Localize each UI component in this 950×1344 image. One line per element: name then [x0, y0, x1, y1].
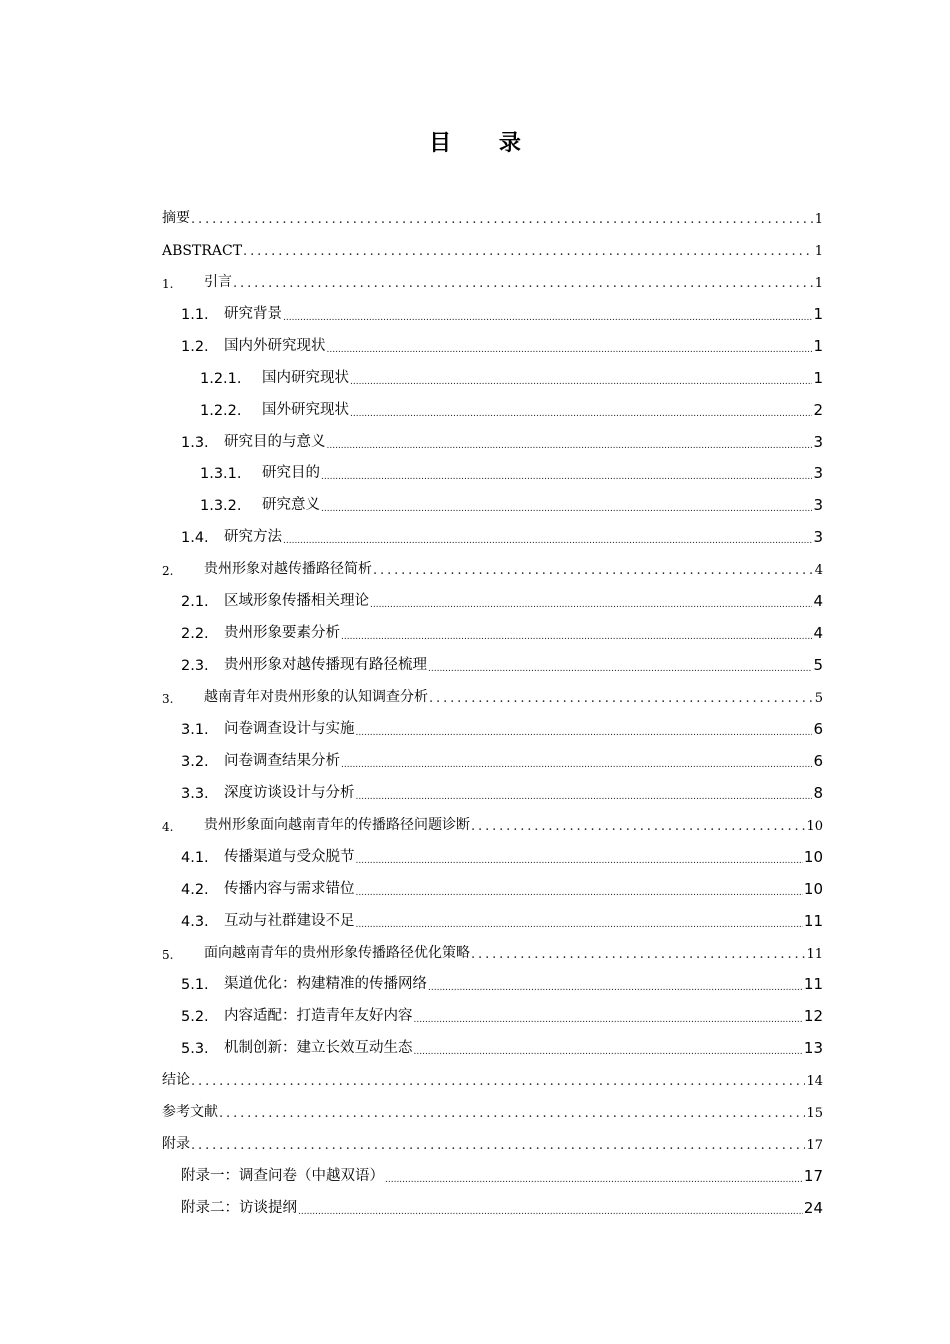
toc-entry-number: 1.1.	[181, 306, 209, 323]
toc-dot-leader	[191, 1138, 805, 1153]
toc-entry-title: 区域形象传播相关理论	[224, 593, 369, 610]
toc-entry-title: 传播渠道与受众脱节	[224, 848, 355, 865]
toc-entry-number: 4.3.	[181, 913, 209, 930]
toc-entry-number: 3.3.	[181, 785, 209, 802]
toc-entry-title: 互动与社群建设不足	[224, 912, 355, 929]
toc-entry[interactable]	[162, 489, 823, 521]
toc-dot-leader	[414, 1047, 803, 1057]
toc-dot-leader	[373, 563, 814, 578]
toc-entry[interactable]	[162, 521, 823, 553]
toc-entry-page: 10	[806, 818, 823, 834]
toc-entry-page: 2	[813, 400, 823, 419]
toc-entry-page: 1	[814, 243, 823, 259]
toc-dot-leader	[298, 1207, 803, 1217]
toc-dot-leader	[356, 728, 813, 738]
toc-entry-title: 深度访谈设计与分析	[224, 784, 355, 801]
toc-entry-page: 3	[813, 432, 823, 451]
toc-entry-title: 问卷调查结果分析	[224, 752, 340, 769]
toc-entry[interactable]	[162, 969, 823, 1001]
toc-entry-title: 国内研究现状	[262, 369, 349, 386]
toc-dot-leader	[283, 313, 812, 323]
toc-dot-leader	[356, 888, 803, 898]
toc-entry-title: 附录二：访谈提纲	[181, 1200, 297, 1216]
toc-entry-title: 渠道优化：构建精准的传播网络	[224, 976, 427, 993]
toc-dot-leader	[429, 691, 814, 706]
toc-entry-page: 10	[803, 847, 823, 866]
toc-entry-title: 结论	[162, 1072, 190, 1089]
toc-entry-number: 2.1.	[181, 594, 209, 611]
toc-entry-title: 贵州形象对越传播路径简析	[204, 561, 372, 578]
toc-entry-number: 1.2.2.	[200, 402, 242, 419]
toc-entry-number: 5.3.	[181, 1041, 209, 1058]
toc-entry-number: 2.	[162, 564, 174, 579]
toc-entry[interactable]	[162, 1192, 823, 1224]
toc-entry-title: 问卷调查设计与实施	[224, 720, 355, 737]
toc-entry-number: 1.3.1.	[200, 466, 242, 483]
toc-entry[interactable]	[162, 1064, 823, 1096]
toc-dot-leader	[356, 856, 803, 866]
toc-entry-number: 3.	[162, 692, 174, 706]
toc-dot-leader	[191, 212, 814, 227]
toc-entry-page: 1	[813, 304, 823, 323]
toc-entry-number: 1.2.1.	[200, 370, 242, 387]
toc-entry-title: 摘要	[162, 209, 190, 226]
toc-entry[interactable]	[162, 809, 823, 841]
toc-dot-leader	[321, 504, 812, 514]
toc-entry-number: 5.	[162, 947, 174, 962]
toc-entry-page: 14	[806, 1074, 823, 1090]
toc-entry-page: 3	[813, 464, 823, 483]
toc-entry[interactable]	[162, 394, 823, 426]
toc-entry[interactable]	[162, 937, 823, 969]
toc-entry-number: 4.1.	[181, 849, 209, 866]
toc-entry-title: 研究目的	[262, 465, 320, 482]
toc-entry-page: 17	[803, 1167, 823, 1186]
toc-entry[interactable]	[162, 649, 823, 681]
toc-dot-leader	[243, 244, 814, 259]
toc-entry[interactable]	[162, 362, 823, 394]
toc-dot-leader	[283, 536, 812, 546]
toc-entry-page: 1	[814, 211, 823, 227]
toc-entry-number: 3.2.	[181, 753, 209, 770]
toc-entry-number: 1.3.	[181, 434, 209, 451]
toc-entry[interactable]	[162, 745, 823, 777]
toc-entry-page: 1	[814, 275, 823, 291]
toc-entry-page: 10	[803, 879, 823, 898]
toc-dot-leader	[385, 1175, 803, 1185]
toc-entry-page: 11	[803, 975, 823, 994]
toc-entry[interactable]	[162, 873, 823, 905]
toc-entry[interactable]	[162, 777, 823, 809]
toc-entry-page: 8	[813, 783, 823, 802]
toc-entry[interactable]	[162, 458, 823, 490]
toc-entry-title: 附录	[162, 1136, 190, 1153]
toc-entry-page: 12	[803, 1007, 823, 1026]
toc-entry-page: 6	[813, 719, 823, 738]
toc-entry-page: 13	[803, 1039, 823, 1058]
toc-entry-number: 1.2.	[181, 338, 209, 355]
toc-entry[interactable]	[162, 1032, 823, 1064]
toc-entry[interactable]	[162, 617, 823, 649]
toc-dot-leader	[428, 664, 812, 674]
toc-entry-page: 6	[813, 751, 823, 770]
toc-title: 目 录	[429, 131, 541, 156]
toc-entry[interactable]	[162, 234, 823, 266]
toc-entry-page: 3	[813, 528, 823, 547]
toc-entry-title: 参考文献	[162, 1104, 218, 1121]
toc-dot-leader	[233, 276, 814, 291]
toc-entry-page: 1	[813, 368, 823, 387]
toc-dot-leader	[471, 947, 805, 962]
toc-entry[interactable]	[162, 298, 823, 330]
toc-entry-title: 传播内容与需求错位	[224, 880, 355, 897]
toc-entry[interactable]	[162, 553, 823, 585]
toc-dot-leader	[370, 600, 812, 610]
toc-dot-leader	[341, 760, 812, 770]
toc-entry[interactable]	[162, 1096, 823, 1128]
toc-entry-page: 11	[803, 911, 823, 930]
toc-entry-title: ABSTRACT	[162, 242, 243, 259]
toc-entry[interactable]	[162, 713, 823, 745]
toc-entry-title: 研究目的与意义	[224, 433, 326, 450]
toc-entry-title: 研究意义	[262, 497, 320, 514]
toc-entry[interactable]	[162, 681, 823, 713]
toc-entry-page: 4	[813, 592, 823, 611]
toc-entry-title: 国内外研究现状	[224, 337, 326, 354]
toc-entry[interactable]	[162, 585, 823, 617]
toc-dot-leader	[191, 1074, 805, 1089]
toc-entry[interactable]	[162, 266, 823, 298]
toc-entry-title: 贵州形象面向越南青年的传播路径问题诊断	[204, 816, 470, 833]
toc-dot-leader	[428, 983, 803, 993]
toc-entry-number: 5.1.	[181, 977, 209, 994]
toc-dot-leader	[341, 632, 812, 642]
toc-entry-number: 1.4.	[181, 530, 209, 547]
toc-entry-page: 17	[806, 1138, 823, 1154]
toc-entry-page: 24	[803, 1199, 823, 1217]
toc-entry[interactable]	[162, 1160, 823, 1192]
toc-dot-leader	[219, 1106, 805, 1121]
toc-entry-title: 附录一：调查问卷（中越双语）	[181, 1168, 384, 1185]
toc-entry-title: 面向越南青年的贵州形象传播路径优化策略	[204, 944, 470, 961]
toc-entry-title: 内容适配：打造青年友好内容	[224, 1008, 413, 1025]
toc-dot-leader	[471, 819, 805, 834]
toc-entry-number: 1.3.2.	[200, 498, 242, 515]
toc-entry-title: 国外研究现状	[262, 401, 349, 418]
toc-dot-leader	[356, 920, 803, 930]
toc-entry-number: 4.	[162, 819, 174, 834]
toc-entry-number: 2.2.	[181, 626, 209, 643]
toc-dot-leader	[327, 345, 813, 355]
toc-entry-number: 3.1.	[181, 721, 209, 738]
toc-entry-title: 引言	[204, 273, 232, 290]
toc-entry-page: 4	[814, 563, 823, 579]
toc-entry-page: 4	[813, 624, 823, 643]
toc-dot-leader	[350, 409, 812, 419]
toc-entry-title: 贵州形象对越传播现有路径梳理	[224, 657, 427, 674]
toc-entry-number: 4.2.	[181, 881, 209, 898]
toc-entry-title: 贵州形象要素分析	[224, 625, 340, 642]
toc-entry-page: 5	[813, 656, 823, 675]
toc-entry-title: 机制创新：建立长效互动生态	[224, 1040, 413, 1057]
toc-entry-number: 5.2.	[181, 1009, 209, 1026]
table-of-contents	[162, 202, 823, 1224]
toc-dot-leader	[327, 441, 813, 451]
toc-dot-leader	[356, 792, 813, 802]
toc-entry-number: 2.3.	[181, 658, 209, 675]
toc-entry[interactable]	[162, 1128, 823, 1160]
toc-entry[interactable]	[162, 1000, 823, 1032]
toc-entry-page: 5	[814, 691, 823, 706]
toc-entry-page: 11	[806, 946, 823, 962]
toc-entry-number: 1.	[162, 276, 174, 291]
toc-entry-title: 越南青年对贵州形象的认知调查分析	[204, 689, 428, 705]
toc-dot-leader	[414, 1015, 803, 1025]
toc-entry-title: 研究方法	[224, 529, 282, 546]
toc-entry-page: 3	[813, 496, 823, 515]
toc-dot-leader	[321, 472, 812, 482]
toc-dot-leader	[350, 377, 812, 387]
toc-entry[interactable]	[162, 841, 823, 873]
toc-entry[interactable]	[162, 202, 823, 234]
toc-entry[interactable]	[162, 905, 823, 937]
toc-entry-title: 研究背景	[224, 305, 282, 322]
toc-entry[interactable]	[162, 330, 823, 362]
toc-entry[interactable]	[162, 426, 823, 458]
toc-entry-page: 15	[806, 1106, 823, 1122]
toc-entry-page: 1	[813, 336, 823, 355]
